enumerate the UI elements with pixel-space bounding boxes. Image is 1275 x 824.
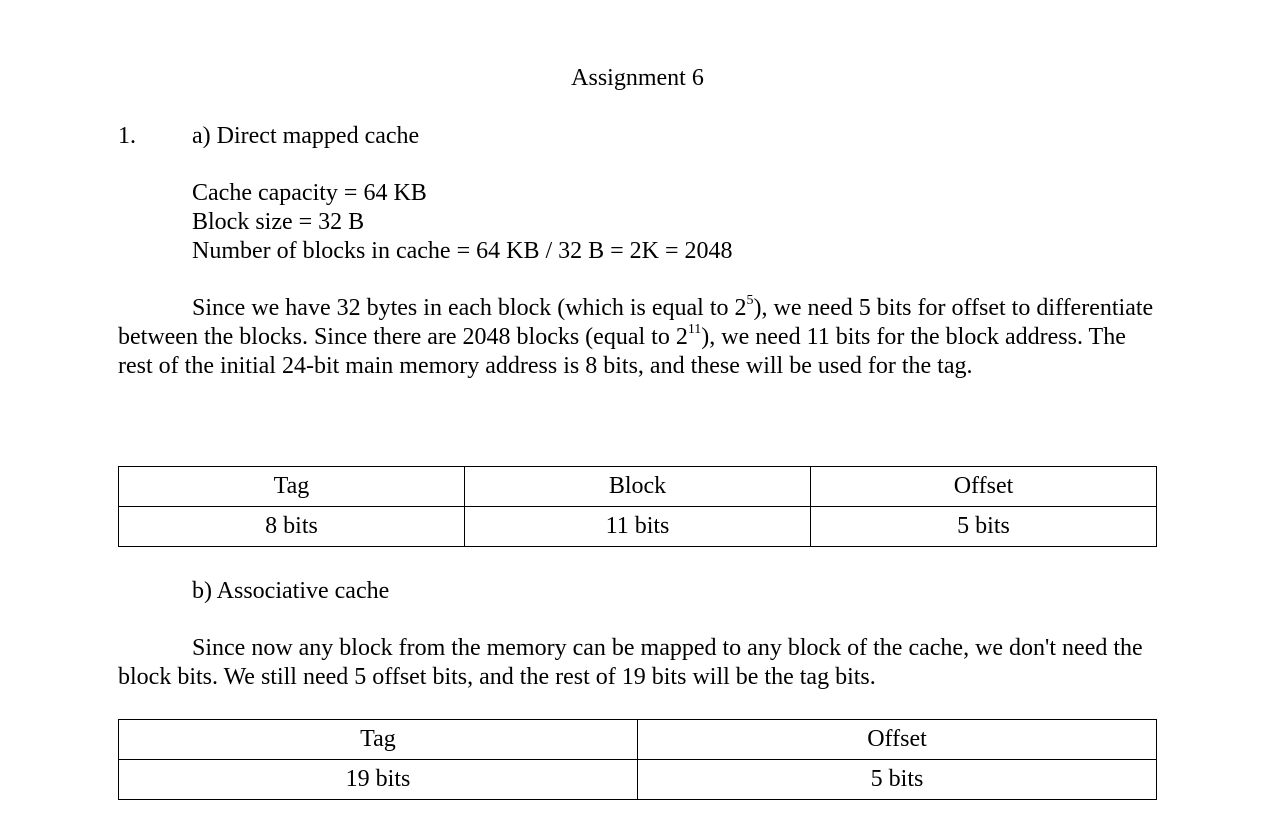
associative-table <box>118 719 1157 800</box>
header-tag: Tag <box>119 467 465 507</box>
part-a-text-3: ), we need 11 bits for the block address. The rest of the initial 24-bit main memory address is 8 bits, and these will be used for the tag. <box>118 324 1126 379</box>
number-of-blocks-line: Number of blocks in cache = 64 KB / 32 B = 2K = 2048 <box>192 238 733 264</box>
header-offset: Offset <box>811 467 1157 507</box>
header-block: Block <box>465 467 811 507</box>
cell-block-bits: 11 bits <box>465 507 811 547</box>
question-number: 1. <box>118 123 136 149</box>
part-a-text-1: Since we have 32 bytes in each block (which is equal to 2 <box>192 295 747 321</box>
part-a-text-2: ), we need 5 bits for offset to differentiate between the blocks. Since there are 2048 blocks (equal to 2 <box>118 295 1154 350</box>
direct-mapped-table <box>118 466 1157 547</box>
table-row <box>119 507 1157 547</box>
cell-tag-bits: 8 bits <box>119 507 465 547</box>
superscript-11: 11 <box>687 322 702 337</box>
table-header-row <box>119 467 1157 507</box>
table-row <box>119 760 1157 800</box>
cache-capacity-line: Cache capacity = 64 KB <box>192 180 427 206</box>
part-b-paragraph: Since now any block from the memory can be mapped to any block of the cache, we don't need the block bits. We still need 5 offset bits, and the rest of 19 bits will be the tag bits. <box>118 635 1143 690</box>
header-offset: Offset <box>638 720 1157 760</box>
part-a-paragraph <box>118 294 1158 381</box>
cell-offset-bits: 5 bits <box>638 760 1157 800</box>
block-size-line: Block size = 32 B <box>192 209 365 235</box>
superscript-5: 5 <box>746 293 754 308</box>
header-tag: Tag <box>119 720 638 760</box>
page-title: Assignment 6 <box>571 65 704 91</box>
cell-offset-bits: 5 bits <box>811 507 1157 547</box>
cell-tag-bits: 19 bits <box>119 760 638 800</box>
part-a-heading: a) Direct mapped cache <box>192 123 420 149</box>
table-header-row <box>119 720 1157 760</box>
part-b-heading: b) Associative cache <box>192 578 390 604</box>
